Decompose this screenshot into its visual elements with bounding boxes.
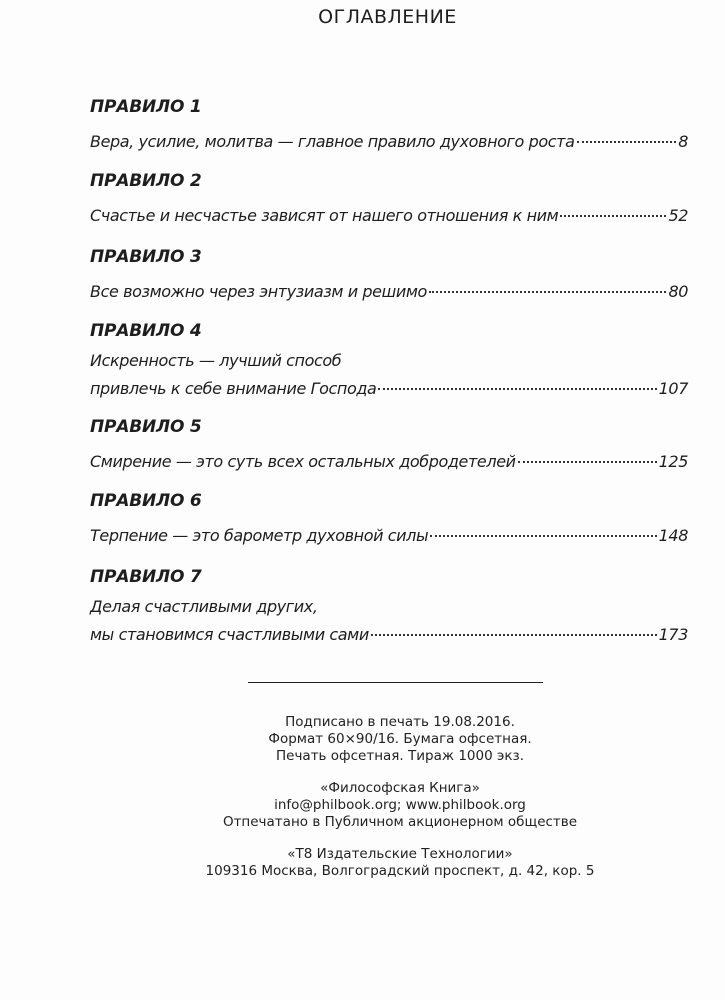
entry-line bbox=[90, 525, 688, 547]
section-divider bbox=[248, 682, 543, 683]
dot-leader bbox=[378, 388, 656, 390]
page-number: 148 bbox=[658, 526, 688, 545]
page-number: 125 bbox=[658, 452, 688, 471]
publisher-contacts: info@philbook.org; www.philbook.org bbox=[274, 797, 526, 813]
page-title: ОГЛАВЛЕНИЕ bbox=[318, 6, 457, 28]
toc-entry-rule-6 bbox=[90, 490, 688, 547]
page-number: 107 bbox=[658, 379, 688, 398]
toc-entry-rule-5 bbox=[90, 416, 688, 473]
entry-line bbox=[90, 205, 688, 227]
page-number: 80 bbox=[668, 282, 688, 301]
colophon bbox=[0, 714, 725, 880]
entry-title: Вера, усилие, молитва — главное правило духовного роста bbox=[90, 132, 575, 151]
toc-entry-rule-1 bbox=[90, 96, 688, 153]
entry-line bbox=[90, 131, 688, 153]
entry-line bbox=[90, 624, 688, 646]
entry-title: Счастье и несчастье зависят от нашего отношения к ним bbox=[90, 206, 559, 225]
format-info: Формат 60×90/16. Бумага офсетная. bbox=[268, 731, 532, 747]
dot-leader bbox=[560, 215, 666, 217]
entry-title-continued: мы становимся счастливыми сами bbox=[90, 625, 369, 644]
rule-heading: ПРАВИЛО 4 bbox=[90, 321, 202, 341]
rule-heading: ПРАВИЛО 7 bbox=[90, 567, 202, 587]
page-number: 8 bbox=[678, 132, 688, 151]
printed-by: Отпечатано в Публичном акционерном обществе bbox=[222, 814, 578, 830]
dot-leader bbox=[518, 461, 657, 463]
dot-leader bbox=[577, 141, 677, 143]
page-number: 173 bbox=[658, 625, 688, 644]
page-number: 52 bbox=[668, 206, 688, 225]
entry-title: Искренность — лучший способ bbox=[90, 351, 342, 370]
toc-entry-rule-7 bbox=[90, 566, 688, 646]
toc-entry-rule-4 bbox=[90, 320, 688, 400]
publisher-name: «Философская Книга» bbox=[320, 780, 480, 796]
print-date: Подписано в печать 19.08.2016. bbox=[285, 714, 515, 730]
entry-title: Все возможно через энтузиазм и решимо bbox=[90, 282, 427, 301]
entry-title: Делая счастливыми других, bbox=[90, 597, 318, 616]
print-run-info: Печать офсетная. Тираж 1000 экз. bbox=[275, 748, 524, 764]
rule-heading: ПРАВИЛО 6 bbox=[90, 491, 202, 511]
rule-heading: ПРАВИЛО 2 bbox=[90, 171, 202, 191]
rule-heading: ПРАВИЛО 5 bbox=[90, 417, 202, 437]
toc-entry-rule-2 bbox=[90, 170, 688, 227]
dot-leader bbox=[371, 634, 657, 636]
printer-address: 109316 Москва, Волгоградский проспект, д. 42, кор. 5 bbox=[205, 863, 595, 879]
entry-line bbox=[90, 281, 688, 303]
dot-leader bbox=[430, 535, 656, 537]
entry-title: Терпение — это барометр духовной силы bbox=[90, 526, 429, 545]
entry-line bbox=[90, 350, 688, 372]
toc-entry-rule-3 bbox=[90, 246, 688, 303]
entry-line bbox=[90, 596, 688, 618]
rule-heading: ПРАВИЛО 3 bbox=[90, 247, 202, 267]
entry-line bbox=[90, 451, 688, 473]
entry-title: Смирение — это суть всех остальных добродетелей bbox=[90, 452, 516, 471]
entry-title-continued: привлечь к себе внимание Господа bbox=[90, 379, 377, 398]
entry-line bbox=[90, 378, 688, 400]
printer-name: «Т8 Издательские Технологии» bbox=[287, 846, 513, 862]
rule-heading: ПРАВИЛО 1 bbox=[90, 97, 202, 117]
dot-leader bbox=[429, 291, 667, 293]
